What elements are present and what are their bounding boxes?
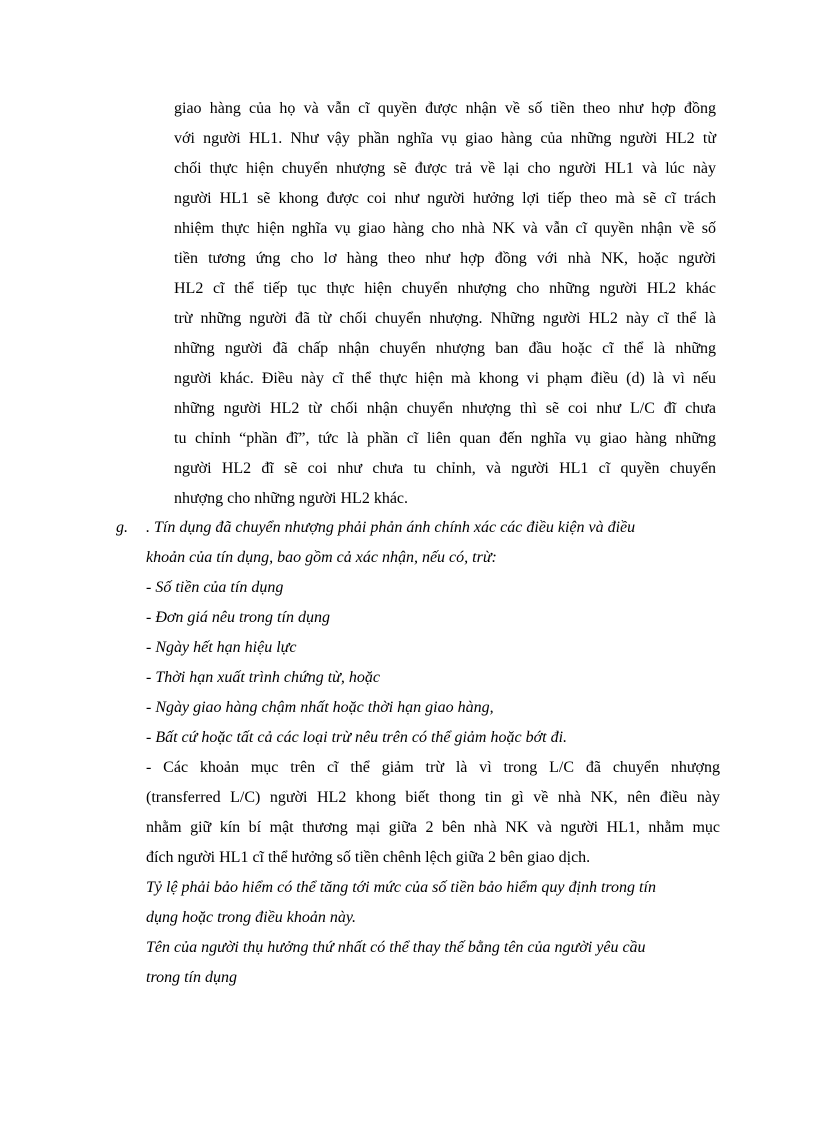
explanation-text: - Các khoản mục trên cĩ thể giảm trừ là vì trong L/C đã chuyển nhượng xyxy=(146,759,720,776)
section-g-heading-text: khoản của tín dụng, bao gồm cả xác nhận, nếu có, trừ: xyxy=(146,549,497,566)
explanation-line xyxy=(116,783,720,813)
paragraph-line: người HL2 đĩ sẽ coi như chưa tu chỉnh, và người HL1 cĩ quyền chuyển xyxy=(174,460,716,477)
beneficiary-text: trong tín dụng xyxy=(146,969,237,986)
exception-item xyxy=(116,633,720,663)
insurance-line xyxy=(116,903,720,933)
insurance-text: Tỷ lệ phải bảo hiểm có thể tăng tới mức của số tiền bảo hiểm quy định trong tín xyxy=(146,879,656,896)
paragraph-line: những người đã chấp nhận chuyển nhượng ban đầu hoặc cĩ thể là những xyxy=(174,340,716,357)
explanation-text: (transferred L/C) người HL2 khong biết thong tin gì về nhà NK, nên điều này xyxy=(146,789,720,806)
paragraph-line: nhiệm thực hiện nghĩa vụ giao hàng cho nhà NK và vẫn cĩ quyền nhận về số xyxy=(174,220,716,237)
paragraph-line: những người HL2 từ chối nhận chuyển nhượng thì sẽ coi như L/C đĩ chưa xyxy=(174,400,716,417)
paragraph-line: người HL1 sẽ khong được coi như người hưởng lợi tiếp theo mà sẽ cĩ trách xyxy=(174,190,716,207)
continued-paragraph xyxy=(174,94,716,514)
paragraph-line: HL2 cĩ thể tiếp tục thực hiện chuyển nhượng cho những người HL2 khác xyxy=(174,280,716,297)
section-g-heading-line xyxy=(116,543,720,573)
explanation-line xyxy=(116,813,720,843)
section-g-marker: g. xyxy=(116,519,128,536)
paragraph-line: tu chỉnh “phần đĩ”, tức là phần cĩ liên quan đến nghĩa vụ giao hàng những xyxy=(174,430,716,447)
explanation-line xyxy=(116,753,720,783)
exception-item-text: - Bất cứ hoặc tất cả các loại trừ nêu trên có thể giảm hoặc bớt đi. xyxy=(146,729,568,746)
beneficiary-line xyxy=(116,933,720,963)
section-g xyxy=(116,513,720,993)
paragraph-line: tiền tương ứng cho lơ hàng theo như hợp đồng với nhà NK, hoặc người xyxy=(174,250,716,267)
beneficiary-line xyxy=(116,963,720,993)
explanation-text: đích người HL1 cĩ thể hưởng số tiền chênh lệch giữa 2 bên giao dịch. xyxy=(146,849,591,866)
paragraph-line: nhượng cho những người HL2 khác. xyxy=(174,490,409,507)
paragraph-line: giao hàng của họ và vẫn cĩ quyền được nhận về số tiền theo như hợp đồng xyxy=(174,100,716,117)
exception-item-text: - Thời hạn xuất trình chứng từ, hoặc xyxy=(146,669,380,686)
insurance-text: dụng hoặc trong điều khoản này. xyxy=(146,909,357,926)
paragraph-line: với người HL1. Như vậy phần nghĩa vụ giao hàng của những người HL2 từ xyxy=(174,130,716,147)
exception-item-text: - Số tiền của tín dụng xyxy=(146,579,284,596)
paragraph-line: chối thực hiện chuyển nhượng sẽ được trả về lại cho người HL1 và lúc này xyxy=(174,160,716,177)
exception-item-text: - Ngày giao hàng chậm nhất hoặc thời hạn giao hàng, xyxy=(146,699,494,716)
insurance-line xyxy=(116,873,720,903)
exception-item xyxy=(116,603,720,633)
exception-item xyxy=(116,663,720,693)
exception-item-text: - Ngày hết hạn hiệu lực xyxy=(146,639,297,656)
exception-item-text: - Đơn giá nêu trong tín dụng xyxy=(146,609,330,626)
exception-item xyxy=(116,693,720,723)
paragraph-line: người khác. Điều này cĩ thể thực hiện mà khong vi phạm điều (d) là vì nếu xyxy=(174,370,716,387)
paragraph-line: trừ những người đã từ chối chuyển nhượng. Những người HL2 này cĩ thể là xyxy=(174,310,716,327)
exception-item xyxy=(116,573,720,603)
beneficiary-text: Tên của người thụ hưởng thứ nhất có thể thay thế bằng tên của người yêu cầu xyxy=(146,939,646,956)
explanation-line xyxy=(116,843,720,873)
explanation-text: nhằm giữ kín bí mật thương mại giữa 2 bên nhà NK và người HL1, nhằm mục xyxy=(146,819,720,836)
exception-item xyxy=(116,723,720,753)
section-g-heading-line xyxy=(116,513,720,543)
section-g-heading-text: . Tín dụng đã chuyển nhượng phải phản ánh chính xác các điều kiện và điều xyxy=(146,519,636,536)
